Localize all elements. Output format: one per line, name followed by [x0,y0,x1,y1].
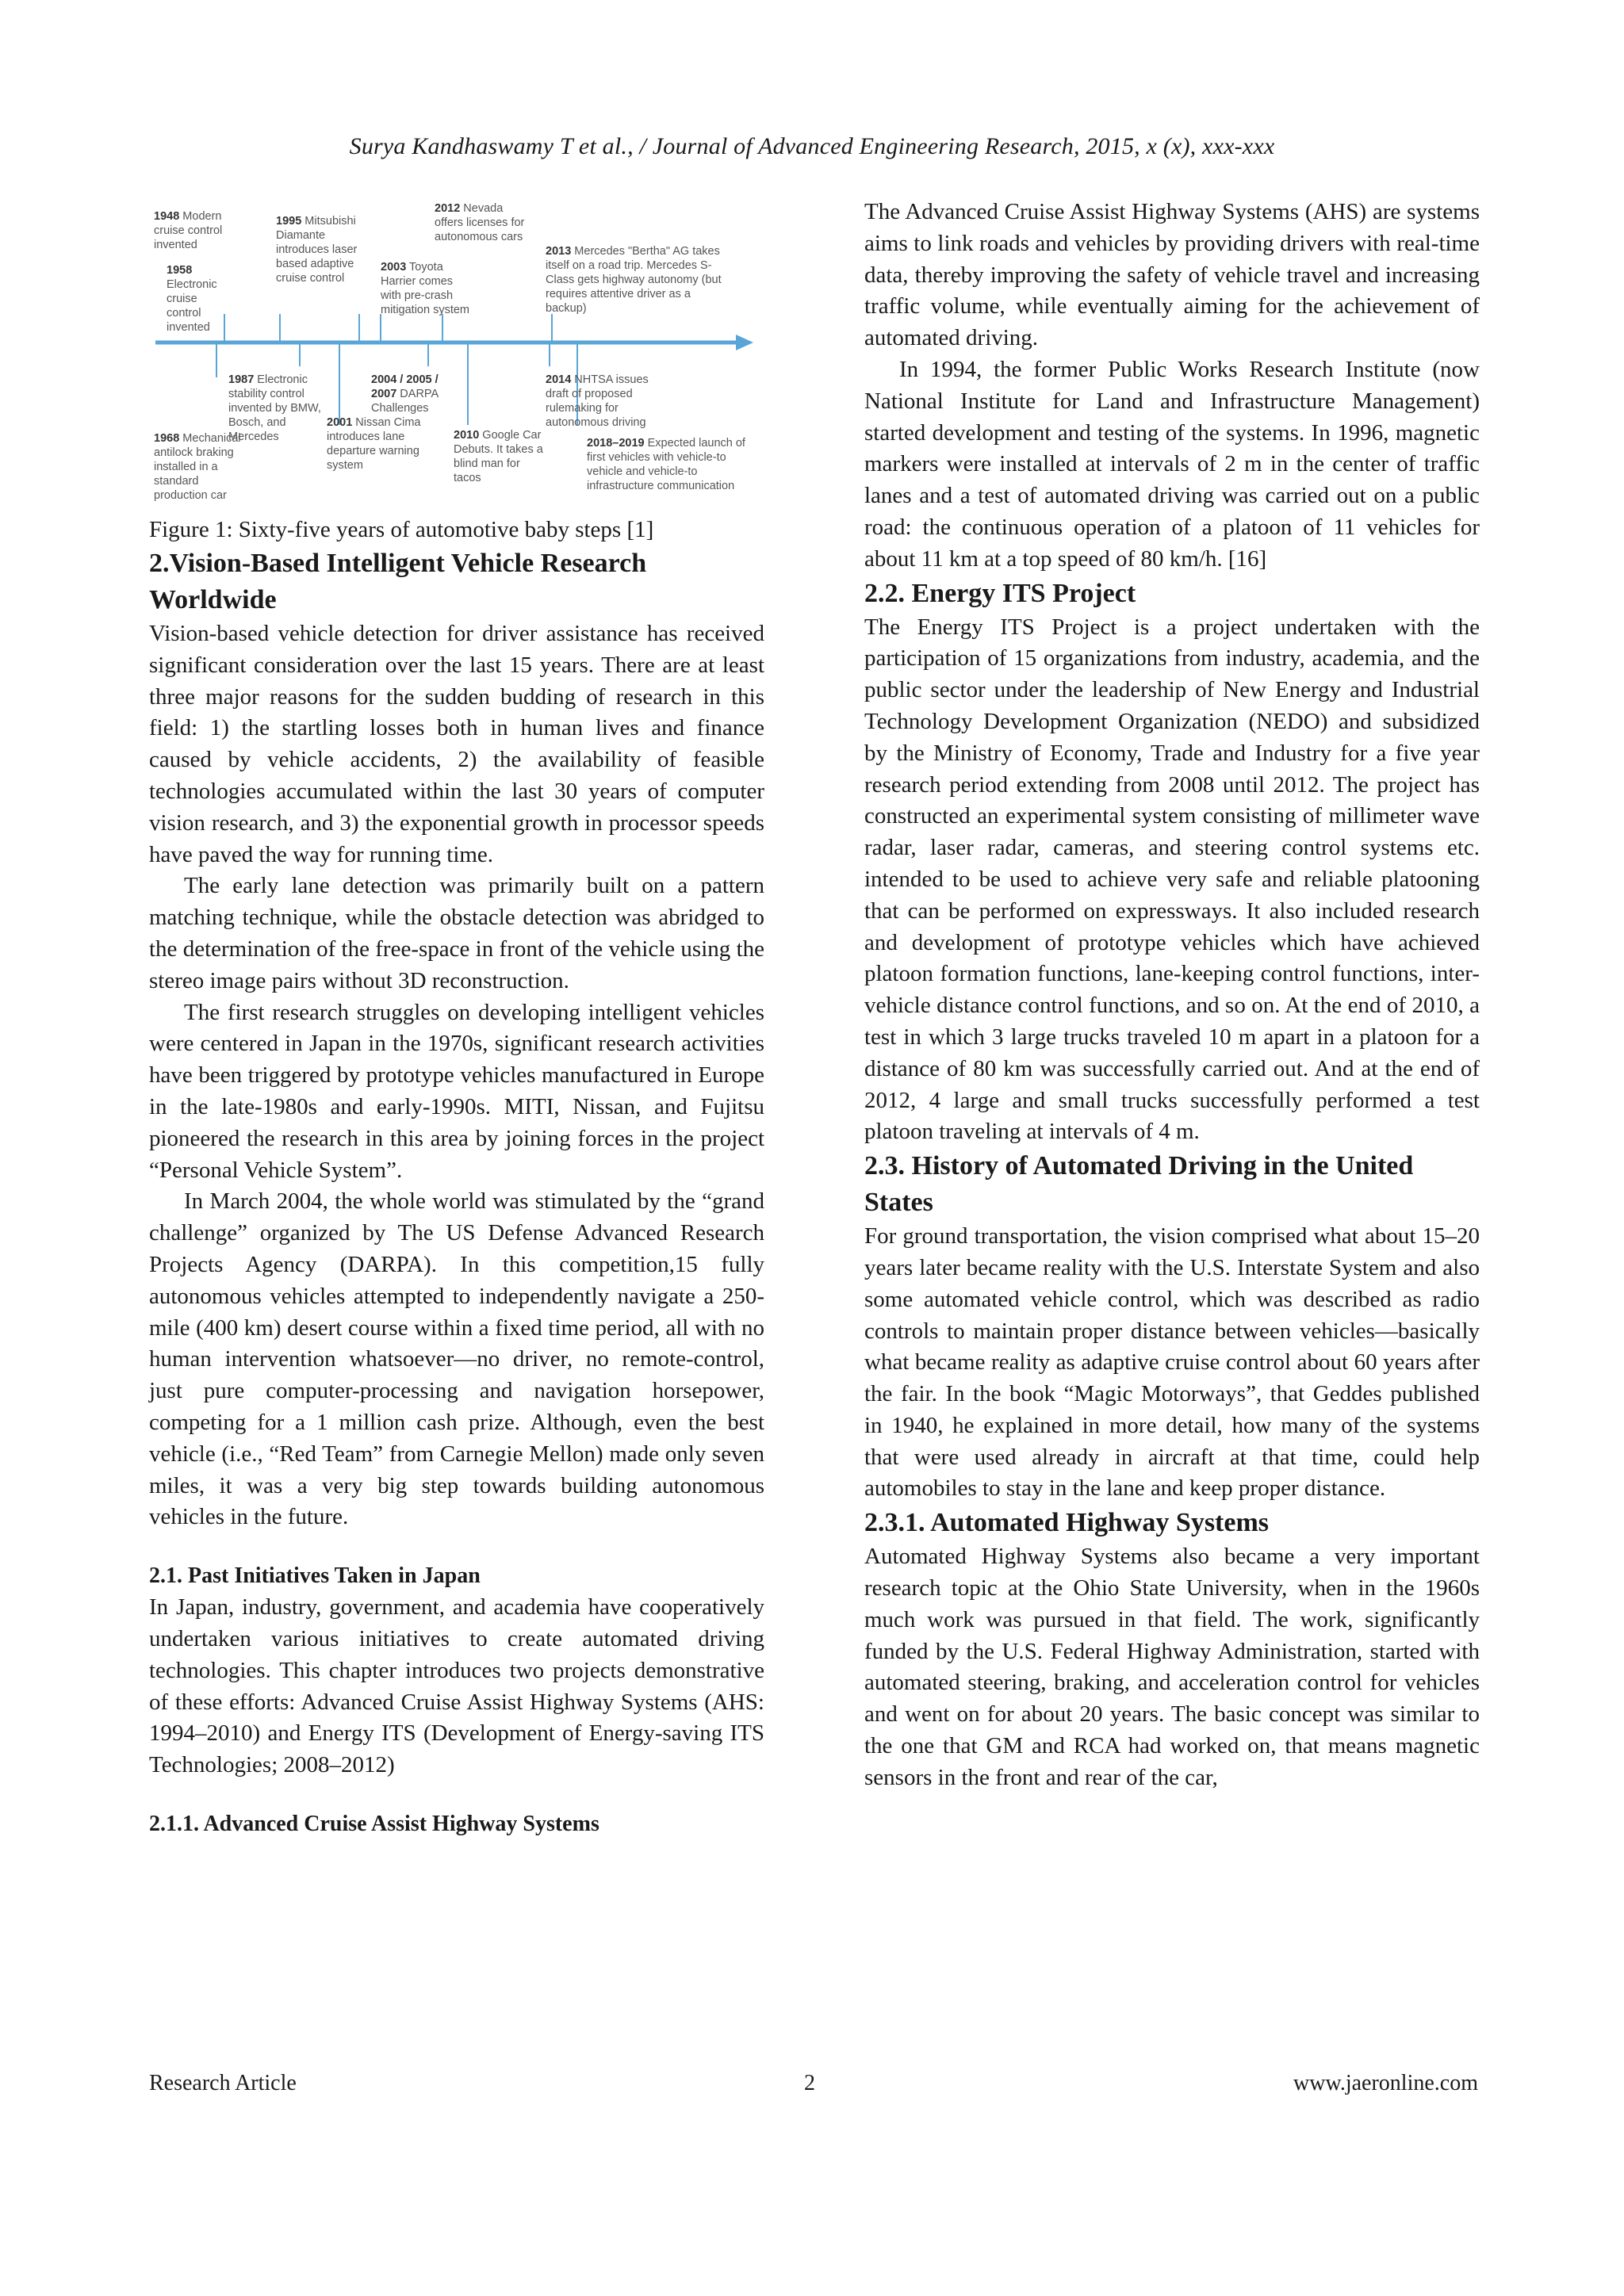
section-2-3-1-heading: 2.3.1. Automated Highway Systems [864,1508,1270,1538]
paragraph: In March 2004, the whole world was stimulated by the “grand challenge” organized by The US Defense Advanced Research Projects Agency (DARPA). In this competition,15 fully autonomous vehicles attempted to independently navigate a 250-mile (400 km) desert course within a fixed time period, all with no human intervention whatsoever—no driver, no remote-control, just pure computer-processing and navigation horsepower, competing for a 1 million cash prize. Although, even the best vehicle (i.e., “Red Team” from Carnegie Mellon) made only seven miles, it was a very big step towards building autonomous vehicles in the future. [149,1188,764,1530]
section-2-3-heading: 2.3. History of Automated Driving in the United States [864,1151,1414,1218]
paragraph: Automated Highway Systems also became a very important research topic at the Ohio State University, when in the 1960s much work was pursued in that field. The work, significantly funded by the U.S. Federal Highway Administration, started with automated steering, braking, and acceleration control for vehicles and went on for about 20 years. The basic concept was similar to the one that GM and RCA had worked on, that means magnetic sensors in the front and rear of the car, [864,1544,1480,1790]
footer-website-link[interactable]: www.jaeronline.com [1293,2071,1478,2095]
event-2004-2005-2007: 2004 / 2005 / 2007 DARPA Challenges [371,373,439,415]
paragraph: The first research struggles on developing intelligent vehicles were centered in Japan in the 1970s, significant research activities have been triggered by prototype vehicles manufactured in Europe in the late-1980s and early-1990s. MITI, Nissan, and Fujitsu pioneered the research in this area by joining forces in the project “Personal Vehicle System”. [149,999,764,1183]
event-1958: 1958 Electronic cruise control invented [167,264,217,334]
event-2012: 2012 Nevada offers licenses for autonomous cars [435,202,525,243]
section-2-1-1-heading: 2.1.1. Advanced Cruise Assist Highway Systems [149,1811,599,1836]
timeline-figure [149,195,756,504]
paragraph: Vision-based vehicle detection for driver assistance has received significant consideration over the last 15 years. There are at least three major reasons for the sudden budding of research in this field: 1) the startling losses both in human lives and finance caused by vehicle accidents, 2) the availability of feasible technologies accumulated within the last 30 years of computer vision research, and 3) the exponential growth in processor speeds have paved the way for running time. [149,621,764,867]
section-2-1-heading: 2.1. Past Initiatives Taken in Japan [149,1563,481,1589]
event-2003: 2003 Toyota Harrier comes with pre-crash mitigation system [381,261,470,316]
event-2010: 2010 Google Car Debuts. It takes a blind man for tacos [454,429,543,484]
paragraph: The Energy ITS Project is a project undertaken with the participation of 15 organizations from industry, academia, and the public sector under the leadership of New Energy and Industrial Technology Development Organization (NEDO) and subsidized by the Ministry of Economy, Trade and Industry for a five year research period extending from 2008 until 2012. The project has constructed an experimental system consisting of millimeter wave radar, laser radar, cameras, and steering control systems etc. intended to be used to achieve very safe and reliable platooning that can be performed on expressways. It also included research and development of prototype vehicles which have achieved platoon formation functions, lane-keeping control functions, inter-vehicle distance control functions, and so on. At the end of 2010, a test in which 3 large trucks traveled 10 m apart in a platoon for a distance of 80 km was successfully carried out. And at the end of 2012, 4 large and small trucks successfully performed a test platoon traveling at intervals of 4 m. [864,614,1480,1145]
paragraph: For ground transportation, the vision comprised what about 15–20 years later became reality with the U.S. Interstate System and also some automated vehicle control, which was described as radio controls to maintain proper distance between vehicles—basically what became reality as adaptive cruise control about 60 years after the fair. In the book “Magic Motorways”, that Geddes published in 1940, he explained in more detail, how many of the systems that were used already in aircraft at that time, could help automobiles to stay in the lane and keep proper distance. [864,1223,1480,1502]
event-1995: 1995 Mitsubishi Diamante introduces laser based adaptive cruise control [276,215,358,285]
event-1948: 1948 Modern cruise control invented [154,210,223,251]
event-2001: 2001 Nissan Cima introduces lane departure warning system [327,416,421,472]
footer-article-type: Research Article [149,2071,297,2095]
paragraph: The Advanced Cruise Assist Highway Systems (AHS) are systems aims to link roads and vehicles by providing drivers with real-time data, thereby improving the safety of vehicle travel and increasing traffic volume, while eventually aiming for the achievement of automated driving. [864,199,1480,351]
section-2-heading: 2.Vision-Based Intelligent Vehicle Research Worldwide [149,549,647,614]
paragraph: In 1994, the former Public Works Research Institute (now National Institute for Land and Infrastructure Management) started development and testing of the systems. In 1996, magnetic markers were installed at intervals of 2 m in the center of traffic lanes and a test of automated driving was carried out on a public road: the continuous operation of a platoon of 11 vehicles for about 11 km at a top speed of 80 km/h. [16] [864,356,1480,572]
running-header: Surya Kandhaswamy T et al., / Journal of Advanced Engineering Research, 2015, x (x), xxx-xxx [349,133,1275,159]
event-1968: 1968 Mechanical antilock braking installed in a standard production car [154,432,241,502]
timeline-arrowhead [736,335,753,350]
left-column [149,195,764,1840]
section-2-2-heading: 2.2. Energy ITS Project [864,578,1136,608]
event-2018-2019: 2018–2019 Expected launch of first vehicles with vehicle-to vehicle and vehicle-to infrastructure communication [587,437,745,492]
paragraph: In Japan, industry, government, and academia have cooperatively undertaken various initiatives to create automated driving technologies. This chapter introduces two projects demonstrative of these efforts: Advanced Cruise Assist Highway Systems (AHS: 1994–2010) and Energy ITS (Development of Energy-saving ITS Technologies; 2008–2012) [149,1594,764,1778]
figure-caption: Figure 1: Sixty-five years of automotive baby steps [1] [149,517,654,542]
right-column [864,197,1480,1794]
event-1987: 1987 Electronic stability control invented by BMW, Bosch, and Mercedes [228,373,321,443]
footer-page-number: 2 [804,2071,815,2095]
paragraph: The early lane detection was primarily built on a pattern matching technique, while the obstacle detection was abridged to the determination of the free-space in front of the vehicle using the stereo image pairs without 3D reconstruction. [149,873,764,993]
event-2014: 2014 NHTSA issues draft of proposed rulemaking for autonomous driving [546,373,649,429]
event-2013: 2013 Mercedes "Bertha" AG takes itself on a road trip. Mercedes S-Class gets highway autonomy (but requires attentive driver as a backup) [546,245,722,315]
